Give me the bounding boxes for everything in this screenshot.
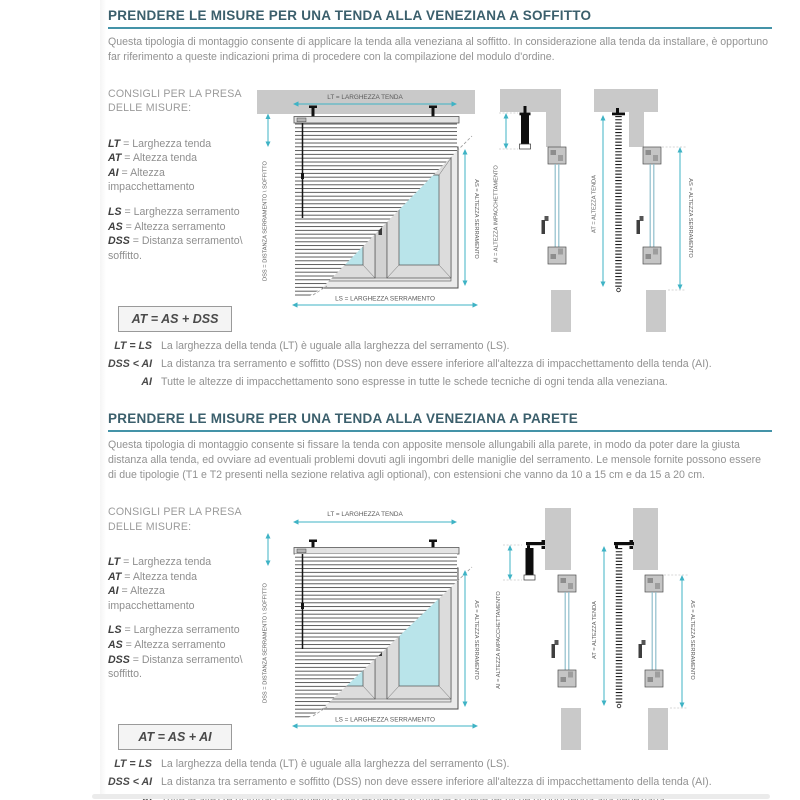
- window-handle: [545, 216, 549, 221]
- diagram-row: [108, 85, 772, 332]
- legend-serramento: [108, 623, 253, 681]
- legend-column: [108, 85, 253, 331]
- section-soffitto: [108, 0, 772, 389]
- as-dimension-arrow: [463, 149, 480, 286]
- lt-dimension-arrow: [293, 511, 457, 525]
- note-row: AI Tutte le altezze di impacchettamento sono espresse in tutte le schede tecniche di ogni tenda alla veneziana.: [141, 375, 668, 388]
- dss-dimension-arrow: [263, 114, 271, 281]
- legend-item: AI = Altezza impacchettamento: [108, 166, 195, 194]
- wall-brackets: [309, 540, 437, 549]
- blind-headrail: [294, 548, 459, 555]
- ls-dimension-arrow: [292, 296, 478, 308]
- blind-headrail: [294, 117, 459, 124]
- notes-list: [108, 340, 772, 389]
- window-cross-section: [552, 575, 577, 687]
- section-intro: Questa tipologia di montaggio consente di applicare la tenda alla veneziana al soffitto. In considerazione alla tenda da installare, è opportuno far riferimento a queste indicazioni prima di procedere con la compilazione del modulo d'ordine.: [108, 36, 769, 64]
- window-handle: [640, 216, 644, 221]
- side-view-extended-ceiling: [588, 82, 713, 332]
- bracket-arm: [526, 540, 545, 549]
- window-cross-section: [542, 147, 567, 264]
- window-handle: [642, 640, 646, 645]
- legend-column: [108, 503, 253, 749]
- page-bottom-shadow: [92, 794, 770, 799]
- section-intro: Questa tipologia di montaggio consente si fissare la tenda con apposite mensole allungabili alla parete, in modo da poter dare la giusta distanza alla tenda, ed ovviare ad eventuali problemi dovuti agli ingombri delle maniglie del serramento. Le mensole fornite possono essere di due tipologie (T1 e T2 presenti nella sezione relativa agli optional), con estensioni che vanno da 10 a 15 cm e da 15 a 20 cm.: [108, 439, 762, 482]
- as-dimension-arrow: [662, 147, 693, 290]
- legend-item: LT = Larghezza tenda: [108, 137, 212, 150]
- svg-text:AS = ALTEZZA SERRAMENTO: AS = ALTEZZA SERRAMENTO: [473, 179, 479, 259]
- front-window-diagram-ceiling: [253, 85, 488, 330]
- extended-blind: [617, 548, 621, 708]
- svg-text:AS = ALTEZZA SERRAMENTO: AS = ALTEZZA SERRAMENTO: [689, 600, 695, 681]
- legend-tenda: [108, 137, 253, 195]
- legend-item: AT = Altezza tenda: [108, 152, 198, 165]
- section-title: PRENDERE LE MISURE PER UNA TENDA ALLA VENEZIANA A SOFFITTO: [108, 0, 772, 29]
- legend-item: DSS = Distanza serramento\ soffitto.: [108, 653, 243, 681]
- at-dimension-arrow: [592, 115, 606, 287]
- legend-tenda: [108, 555, 253, 613]
- svg-text:LT = LARGHEZZA TENDA: LT = LARGHEZZA TENDA: [327, 511, 403, 519]
- legend-item: LS = Larghezza serramento: [108, 624, 240, 637]
- svg-text:DSS = DISTANZA SERRAMENTO \ SO: DSS = DISTANZA SERRAMENTO \ SOFFITTO: [262, 583, 269, 704]
- dss-dimension-arrow: [263, 533, 271, 703]
- packed-blind: [524, 548, 535, 580]
- svg-text:AI = ALTEZZA IMPACCHETTAMENTO: AI = ALTEZZA IMPACCHETTAMENTO: [493, 165, 500, 263]
- diagram-row: [108, 503, 772, 750]
- note-row: LT = LS La larghezza della tenda (LT) è uguale alla larghezza del serramento (LS).: [114, 758, 510, 771]
- extended-blind: [612, 108, 625, 292]
- page-content: [108, 0, 772, 800]
- note-row: DSS < AI La distanza tra serramento e soffitto (DSS) non deve essere inferiore all'altezza di impacchettamento della tenda (AI).: [108, 357, 712, 370]
- window-handle: [555, 640, 559, 645]
- section-parete: [108, 403, 772, 800]
- as-dimension-arrow: [463, 570, 480, 707]
- svg-text:AT = ALTEZZA TENDA: AT = ALTEZZA TENDA: [591, 175, 598, 234]
- legend-item: LT = Larghezza tenda: [108, 556, 212, 569]
- ai-dimension-arrow: [496, 545, 522, 689]
- window-cross-section: [639, 575, 664, 687]
- svg-text:AS = ALTEZZA SERRAMENTO: AS = ALTEZZA SERRAMENTO: [687, 178, 693, 258]
- ceiling-wall-section: [500, 89, 571, 332]
- ai-dimension-arrow: [494, 113, 519, 263]
- advice-heading: CONSIGLI PER LA PRESA DELLE MISURE:: [108, 88, 242, 115]
- legend-item: AI = Altezza impacchettamento: [108, 585, 195, 612]
- side-view-extended-wall: [588, 490, 713, 750]
- legend-item: LS = Larghezza serramento: [108, 206, 240, 219]
- svg-text:AT = ALTEZZA TENDA: AT = ALTEZZA TENDA: [592, 601, 598, 660]
- svg-text:AS = ALTEZZA SERRAMENTO: AS = ALTEZZA SERRAMENTO: [473, 600, 479, 681]
- legend-serramento: [108, 205, 253, 263]
- formula-box: AT = AS + AI: [118, 724, 232, 750]
- front-window-diagram-wall: [253, 503, 488, 748]
- legend-item: AT = Altezza tenda: [108, 570, 198, 583]
- page-edge-shadow: [100, 0, 106, 796]
- note-row: LT = LS La larghezza della tenda (LT) è uguale alla larghezza del serramento (LS).: [114, 340, 510, 353]
- section-title: PRENDERE LE MISURE PER UNA TENDA ALLA VENEZIANA A PARETE: [108, 403, 772, 432]
- ceiling-wall-section: [591, 89, 666, 332]
- legend-item: AS = Altezza serramento: [108, 220, 226, 233]
- side-view-packed-ceiling: [488, 82, 588, 332]
- svg-text:DSS = DISTANZA SERRAMENTO \ SO: DSS = DISTANZA SERRAMENTO \ SOFFITTO: [262, 161, 269, 282]
- side-view-packed-wall: [488, 490, 588, 750]
- svg-text:LS = LARGHEZZA SERRAMENTO: LS = LARGHEZZA SERRAMENTO: [335, 295, 435, 303]
- formula-box: AT = AS + DSS: [118, 306, 232, 332]
- ls-dimension-arrow: [292, 717, 478, 729]
- packed-blind: [520, 106, 531, 149]
- advice-heading: CONSIGLI PER LA PRESA DELLE MISURE:: [108, 506, 242, 533]
- wall-section: [545, 508, 581, 750]
- note-row: DSS < AI La distanza tra serramento e soffitto (DSS) non deve essere inferiore all'altezza di impacchettamento della tenda (AI).: [108, 776, 712, 789]
- wall-section: [633, 508, 668, 750]
- legend-item: AS = Altezza serramento: [108, 639, 226, 652]
- svg-text:LS = LARGHEZZA SERRAMENTO: LS = LARGHEZZA SERRAMENTO: [335, 716, 435, 724]
- svg-text:LT = LARGHEZZA TENDA: LT = LARGHEZZA TENDA: [327, 94, 403, 102]
- as-dimension-arrow: [664, 575, 695, 708]
- legend-item: DSS = Distanza serramento\ soffitto.: [108, 235, 243, 262]
- window-cross-section: [637, 147, 662, 264]
- bracket-arm: [614, 540, 634, 549]
- at-dimension-arrow: [592, 546, 607, 706]
- svg-text:AI = ALTEZZA IMPACCHETTAMENTO: AI = ALTEZZA IMPACCHETTAMENTO: [496, 591, 502, 690]
